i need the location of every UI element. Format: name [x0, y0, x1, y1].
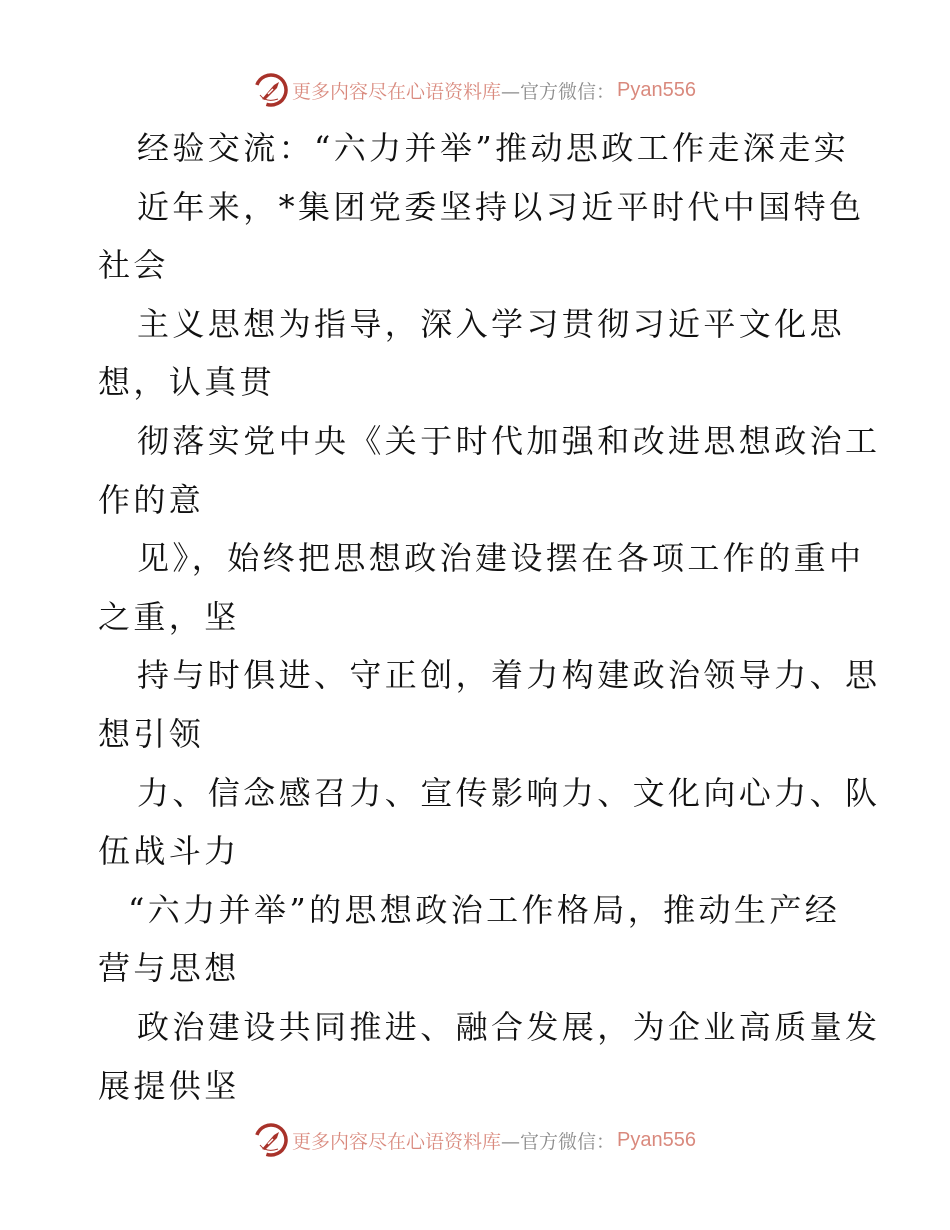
- paragraph-line: 展提供坚: [98, 1066, 240, 1105]
- paragraph-line: 营与思想: [98, 949, 240, 988]
- paragraph-line: 持与时俱进、守正创，着力构建政治领导力、思: [137, 656, 881, 695]
- quill-pen-logo-icon: [254, 1123, 288, 1157]
- paragraph-line: 想，认真贯: [98, 363, 276, 402]
- paragraph-line: 之重，坚: [98, 597, 240, 636]
- paragraph-line: 想引领: [98, 714, 205, 753]
- paragraph-line: 彻落实党中央《关于时代加强和改进思想政治工: [137, 421, 881, 460]
- paragraph-line: 伍战斗力: [98, 832, 240, 871]
- paragraph-line: 作的意: [98, 480, 205, 519]
- paragraph-line: 近年来，*集团党委坚持以习近平时代中国特色: [137, 187, 865, 226]
- watermark-gray-text: —官方微信：: [501, 1130, 616, 1153]
- paragraph-line: 社会: [98, 246, 169, 285]
- footer-watermark: [0, 1120, 950, 1160]
- document-body: [98, 124, 881, 1120]
- paragraph-line: 主义思想为指导，深入学习贯彻习近平文化思: [137, 304, 846, 343]
- paragraph-line: “六力并举”的思想政治工作格局，推动生产经: [128, 890, 841, 929]
- paragraph-line: 政治建设共同推进、融合发展，为企业高质量发: [137, 1007, 881, 1046]
- quill-pen-logo-icon: [254, 73, 288, 107]
- watermark-red-text: 更多内容尽在心语资料库: [292, 1130, 502, 1153]
- header-watermark: [0, 70, 950, 110]
- watermark-wechat-id: Pyan556: [617, 1128, 696, 1151]
- document-title: 经验交流：“六力并举”推动思政工作走深走实: [137, 129, 850, 167]
- watermark-wechat-id: Pyan556: [617, 78, 696, 101]
- paragraph-line: 力、信念感召力、宣传影响力、文化向心力、队: [137, 773, 881, 812]
- watermark-gray-text: —官方微信：: [501, 80, 616, 103]
- paragraph-line: 见》，始终把思想政治建设摆在各项工作的重中: [137, 539, 865, 578]
- watermark-red-text: 更多内容尽在心语资料库: [292, 80, 502, 103]
